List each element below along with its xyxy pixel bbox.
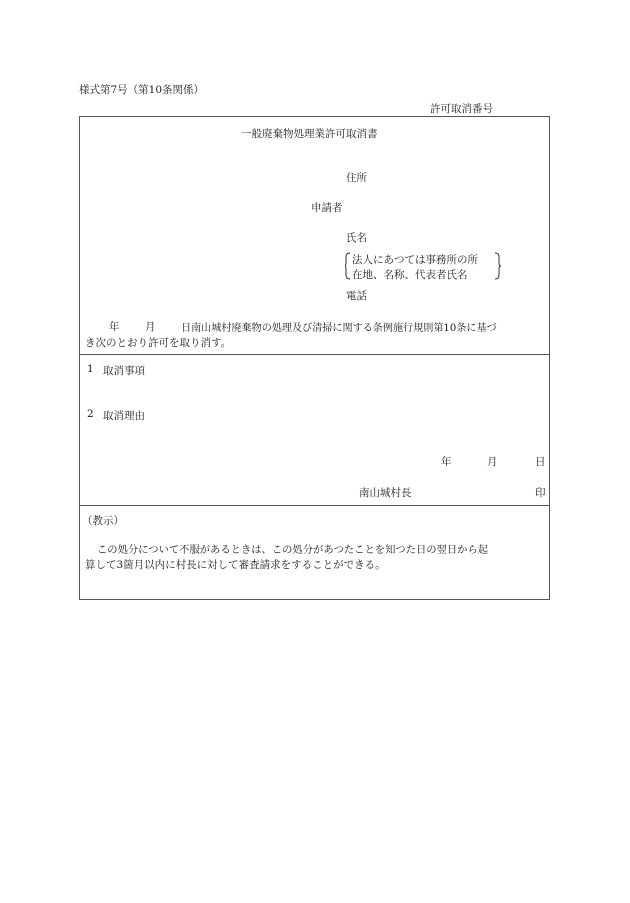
notice-line2: 算して3箇月以内に村長に対して審査請求をすることができる。 xyxy=(85,559,386,571)
corporate-note-line1: 法人にあつては事務所の所 xyxy=(352,254,478,266)
left-bracket-icon xyxy=(345,252,351,280)
item-label-1: 取消事項 xyxy=(103,365,145,377)
date-year: 年 xyxy=(109,321,120,333)
item-label-2: 取消理由 xyxy=(103,410,145,422)
issue-month: 月 xyxy=(487,456,498,468)
phone-label: 電話 xyxy=(346,290,367,302)
intro-line1: 日南山城村廃棄物の処理及び清掃に関する条例施行規則第10条に基づ xyxy=(181,323,497,334)
form-box xyxy=(79,116,550,600)
corporate-note-line2: 在地、名称、代表者氏名 xyxy=(352,269,468,281)
form-title: 一般廃棄物処理業許可取消書 xyxy=(241,128,378,140)
issuer-name: 南山城村長 xyxy=(359,487,412,499)
applicant-label: 申請者 xyxy=(311,202,343,214)
divider xyxy=(80,505,549,506)
issue-day: 日 xyxy=(535,456,546,468)
right-bracket-icon xyxy=(494,252,502,280)
divider xyxy=(80,354,549,355)
corporate-note xyxy=(345,252,501,282)
address-label: 住所 xyxy=(346,172,367,184)
notice-heading: （教示） xyxy=(82,515,124,527)
seal-mark: 印 xyxy=(535,487,546,499)
date-month: 月 xyxy=(145,321,156,333)
intro-line2: き次のとおり許可を取り消す。 xyxy=(85,337,232,349)
permit-number-label: 許可取消番号 xyxy=(430,103,493,115)
item-number-2: 2 xyxy=(87,408,94,420)
notice-line1: この処分について不服があるときは、この処分があつたことを知つた日の翌日から起 xyxy=(97,544,489,556)
form-number: 様式第7号（第10条関係） xyxy=(79,84,205,96)
item-number-1: 1 xyxy=(87,363,94,375)
name-label: 氏名 xyxy=(346,232,367,244)
issue-year: 年 xyxy=(441,456,452,468)
